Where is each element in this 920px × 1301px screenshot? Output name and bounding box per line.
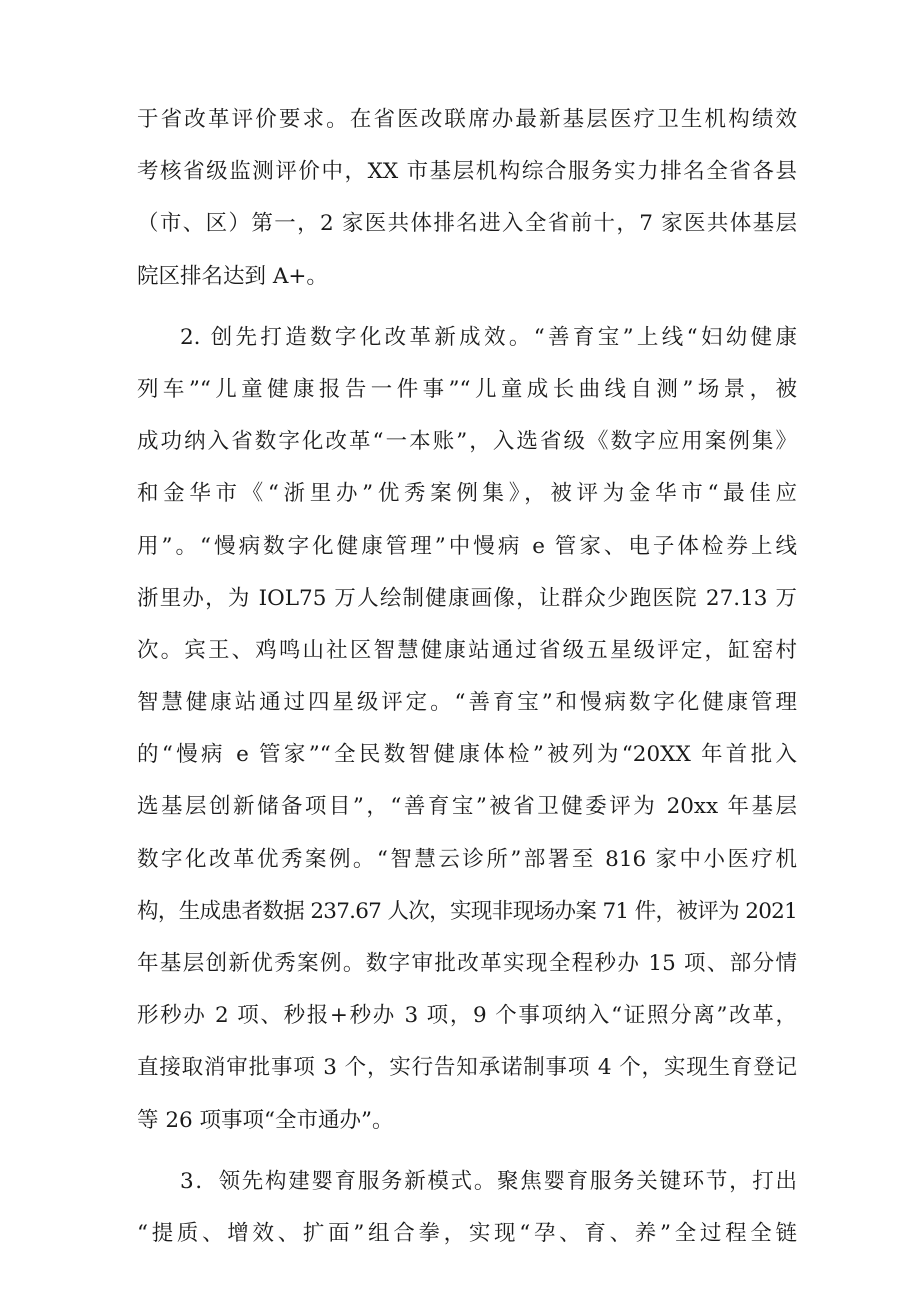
text-line: “提质、增效、扩面”组合拳，实现“孕、育、养”全过程全链	[137, 1220, 797, 1246]
paragraph	[137, 317, 797, 1152]
text-line: 数字化改革优秀案例。“智慧云诊所”部署至 816 家中小医疗机	[137, 846, 797, 872]
text-line: 院区排名达到 A+。	[137, 263, 328, 289]
text-line: 和金华市《“浙里办”优秀案例集》，被评为金华市“最佳应	[137, 481, 797, 507]
text-line: 直接取消审批事项 3 个，实行告知承诺制事项 4 个，实现生育登记	[137, 1055, 797, 1081]
text-line: 的“慢病 e 管家”“全民数智健康体检”被列为“20XX 年首批入	[137, 742, 797, 768]
text-line: 列车”“儿童健康报告一件事”“儿童成长曲线自测”场景，被	[137, 376, 797, 402]
text-line: 年基层创新优秀案例。数字审批改革实现全程秒办 15 项、部分情	[137, 951, 797, 976]
text-line: 次。宾王、鸡鸣山社区智慧健康站通过省级五星级评定，缸窑村	[137, 637, 797, 663]
text-line: 形秒办 2 项、秒报+秒办 3 项，9 个事项纳入“证照分离”改革，	[137, 1003, 797, 1029]
text-line: 等 26 项事项“全市通办”。	[137, 1107, 394, 1133]
text-line: 用”。“慢病数字化健康管理”中慢病 e 管家、电子体检券上线	[137, 533, 797, 559]
paragraph	[137, 1161, 797, 1265]
text-line: 构，生成患者数据 237.67 人次，实现非现场办案 71 件，被评为 2021	[137, 898, 797, 924]
text-line: 于省改革评价要求。在省医改联席办最新基层医疗卫生机构绩效	[137, 107, 797, 132]
text-line: 选基层创新储备项目”，“善育宝”被省卫健委评为 20xx 年基层	[137, 794, 797, 820]
text-line: （市、区）第一，2 家医共体排名进入全省前十，7 家医共体基层	[137, 211, 797, 237]
text-line: 3．领先构建婴育服务新模式。聚焦婴育服务关键环节，打出	[180, 1168, 797, 1194]
text-line: 浙里办，为 IOL75 万人绘制健康画像，让群众少跑医院 27.13 万	[137, 585, 797, 611]
text-line: 考核省级监测评价中，XX 市基层机构综合服务实力排名全省各县	[137, 159, 797, 185]
text-line: 2. 创先打造数字化改革新成效。“善育宝”上线“妇幼健康	[180, 324, 797, 350]
text-line: 成功纳入省数字化改革“一本账”，入选省级《数字应用案例集》	[137, 429, 797, 455]
paragraph	[137, 99, 797, 308]
document-body	[137, 99, 797, 1265]
text-line: 智慧健康站通过四星级评定。“善育宝”和慢病数字化健康管理	[137, 690, 797, 716]
